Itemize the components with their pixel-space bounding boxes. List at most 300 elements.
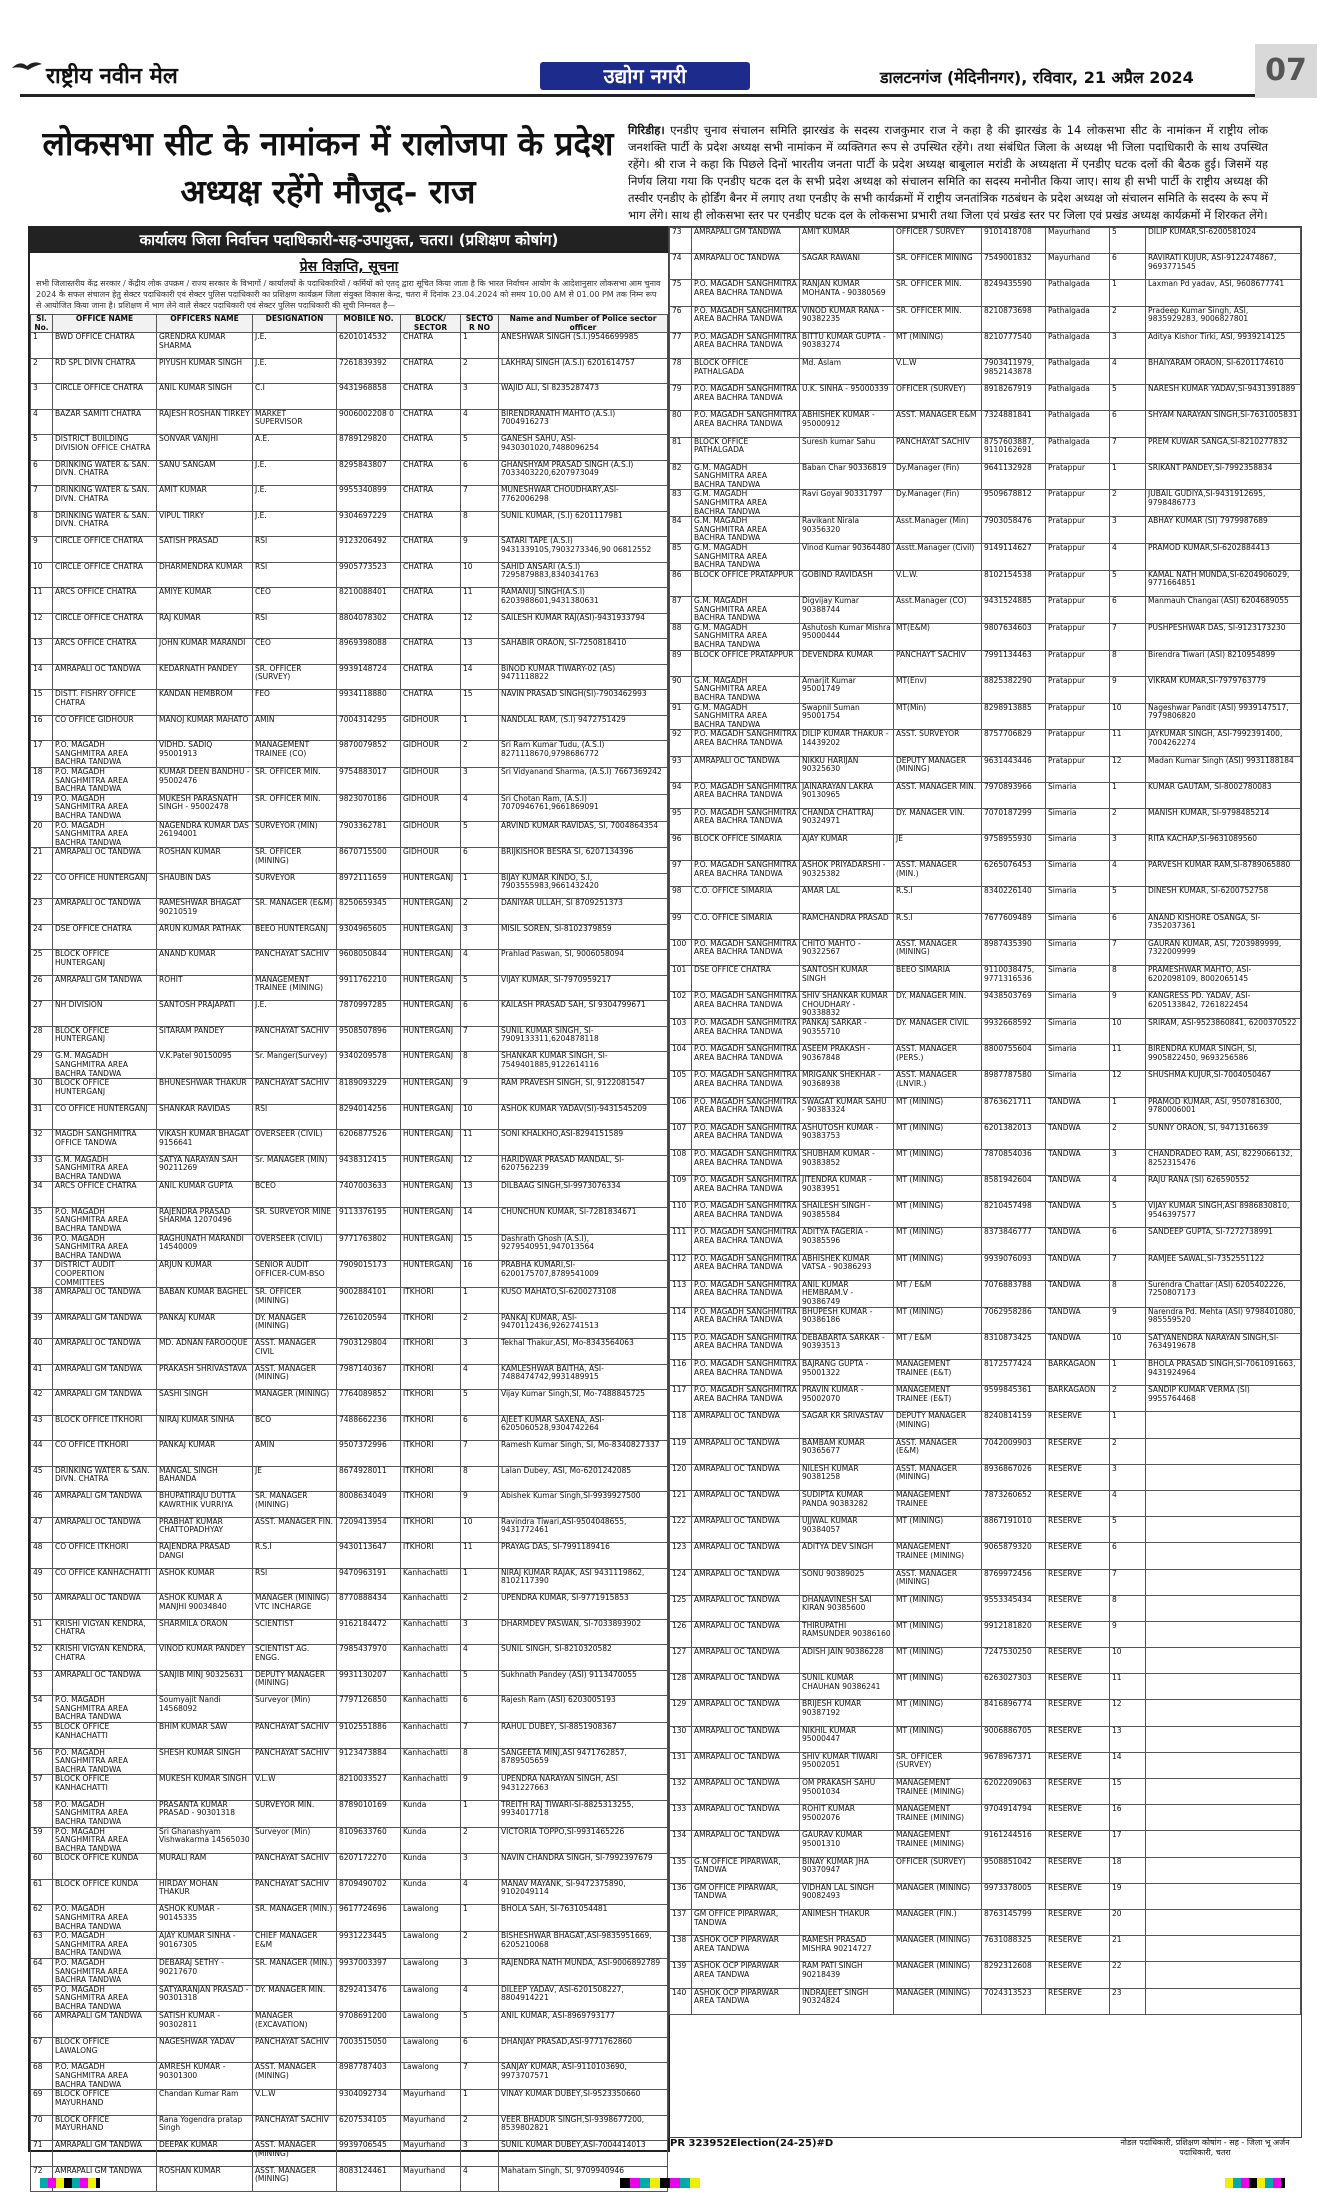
- cell-office-name: ARCS OFFICE CHATRA: [53, 588, 157, 614]
- cell-office-name: G.M. MAGADH SANGHMITRA AREA BACHRA TANDWA: [53, 1052, 157, 1079]
- column-header-block-sector: BLOCK/ SECTOR: [401, 315, 461, 333]
- cell-office-name: CO OFFICE GIDHOUR: [53, 715, 157, 741]
- table-row: [31, 1466, 668, 1492]
- cell-office-name: AMRAPALI OC TANDWA: [53, 1517, 157, 1543]
- cell-sl-no: 42: [31, 1390, 53, 1416]
- cell-sl-no: 100: [670, 939, 692, 965]
- cell-sector-no: 13: [461, 1182, 499, 1208]
- cell-police-officer: CHUNCHUN KUMAR, SI-7281834671: [499, 1207, 668, 1234]
- cell-designation: MT / E&M: [894, 1280, 982, 1307]
- cell-mobile-no: 7261020594: [337, 1313, 401, 1339]
- cell-police-officer: VIJAY KUMAR, SI-7970959217: [499, 975, 668, 1001]
- cell-officer-name: ABHISHEK KUMAR VATSA - 90386293: [800, 1254, 894, 1280]
- cell-officer-name: ANAND KUMAR: [157, 950, 253, 976]
- cell-designation: BCEO: [253, 1182, 337, 1208]
- cell-mobile-no: 6206877526: [337, 1130, 401, 1156]
- table-row: [31, 1670, 668, 1696]
- cell-block-sector: Pathalgada: [1046, 332, 1110, 358]
- cell-office-name: KRISHI VIGYAN KENDRA, CHATRA: [53, 1619, 157, 1645]
- table-row: [31, 1543, 668, 1569]
- cell-police-officer: BHOLA PRASAD SINGH,SI-7061091663, 9431924964: [1146, 1360, 1301, 1386]
- cell-officer-name: MUKESH KUMAR SINGH: [157, 1775, 253, 1801]
- cell-police-officer: [1146, 1936, 1301, 1962]
- cell-officer-name: OM PRAKASH SAHU 95001034: [800, 1779, 894, 1805]
- cell-mobile-no: 9939076093: [982, 1254, 1046, 1280]
- cell-sl-no: 102: [670, 992, 692, 1019]
- cell-sector-no: 2: [1110, 1123, 1146, 1149]
- cell-block-sector: Simaria: [1046, 1018, 1110, 1044]
- cell-officer-name: SATISH PRASAD: [157, 537, 253, 563]
- cell-block-sector: CHATRA: [401, 460, 461, 486]
- cell-block-sector: Simaria: [1046, 861, 1110, 887]
- cell-sector-no: 6: [1110, 254, 1146, 280]
- cell-block-sector: RESERVE: [1046, 1726, 1110, 1752]
- table-row: [670, 1831, 1301, 1857]
- cell-mobile-no: 8240814159: [982, 1412, 1046, 1438]
- cell-sl-no: 120: [670, 1464, 692, 1490]
- cell-sector-no: 3: [1110, 332, 1146, 358]
- cell-police-officer: BIRENDRANATH MAHTO (A.S.I) 7004916273: [499, 409, 668, 435]
- cell-mobile-no: 8340226140: [982, 887, 1046, 913]
- cell-block-sector: RESERVE: [1046, 1517, 1110, 1543]
- table-row: [670, 1097, 1301, 1123]
- cell-designation: MT (MINING): [894, 332, 982, 358]
- cell-sector-no: 3: [461, 1958, 499, 1985]
- officer-table-left: [30, 314, 668, 2192]
- cell-mobile-no: 7247530250: [982, 1648, 1046, 1674]
- cell-sl-no: 5: [31, 435, 53, 461]
- table-row: [670, 1988, 1301, 2014]
- cell-sector-no: 8: [1110, 966, 1146, 992]
- cell-mobile-no: 8867191010: [982, 1517, 1046, 1543]
- cell-block-sector: HUNTERGANJ: [401, 1026, 461, 1052]
- cell-sl-no: 54: [31, 1696, 53, 1723]
- cell-police-officer: [1146, 1543, 1301, 1569]
- cell-sector-no: 7: [1110, 623, 1146, 650]
- cell-designation: SR. OFFICER (MINING): [253, 848, 337, 874]
- cell-officer-name: RAJENDRA PRASAD SHARMA 12070496: [157, 1207, 253, 1234]
- cell-officer-name: SHAILESH SINGH - 90385584: [800, 1202, 894, 1228]
- cell-police-officer: TREITH RAJ TIWARI-SI-8825313255, 9934017718: [499, 1800, 668, 1827]
- cell-sl-no: 88: [670, 623, 692, 650]
- cell-sl-no: 110: [670, 1202, 692, 1228]
- cell-block-sector: Lawalong: [401, 2037, 461, 2063]
- cell-office-name: P.O. MAGADH SANGHMITRA AREA BACHRA TANDWA: [692, 1254, 800, 1280]
- cell-mobile-no: 9631443446: [982, 756, 1046, 782]
- cell-designation: MT (MINING): [894, 1595, 982, 1621]
- cell-sl-no: 82: [670, 463, 692, 490]
- table-row: [670, 1805, 1301, 1831]
- cell-office-name: CO OFFICE HUNTERGANJ: [53, 873, 157, 899]
- cell-office-name: BLOCK OFFICE LAWALONG: [53, 2037, 157, 2063]
- cell-mobile-no: 6201382013: [982, 1123, 1046, 1149]
- cell-police-officer: Ramesh Kumar Singh, SI, Mo-8340827337: [499, 1441, 668, 1467]
- cell-block-sector: Kanhachatti: [401, 1748, 461, 1775]
- cell-designation: RSI: [253, 613, 337, 639]
- table-row: [670, 1360, 1301, 1386]
- cell-sector-no: 7: [1110, 939, 1146, 965]
- cell-police-officer: Prahlad Paswan, SI, 9006058094: [499, 950, 668, 976]
- cell-designation: A.E.: [253, 435, 337, 461]
- cell-block-sector: Simaria: [1046, 887, 1110, 913]
- cell-designation: RSI: [253, 1104, 337, 1130]
- cell-officer-name: ANIMESH THAKUR: [800, 1909, 894, 1935]
- cell-police-officer: SRIRAM, ASI-9523860841, 6200370522: [1146, 1018, 1301, 1044]
- cell-sector-no: 11: [1110, 730, 1146, 756]
- cell-designation: V.L.W: [253, 2090, 337, 2116]
- cell-mobile-no: 8210777540: [982, 332, 1046, 358]
- cell-office-name: BLOCK OFFICE MAYURHAND: [53, 2090, 157, 2116]
- cell-mobile-no: 8210457498: [982, 1202, 1046, 1228]
- table-row: [31, 690, 668, 716]
- table-row: [670, 1569, 1301, 1595]
- cell-mobile-no: 8804078302: [337, 613, 401, 639]
- cell-sl-no: 47: [31, 1517, 53, 1543]
- cell-designation: PANCHAYAT SACHIV: [894, 437, 982, 463]
- cell-police-officer: KUSO MAHATO,SI-6200273108: [499, 1288, 668, 1314]
- cell-mobile-no: 7970893966: [982, 782, 1046, 808]
- cell-block-sector: CHATRA: [401, 639, 461, 665]
- cell-sl-no: 93: [670, 756, 692, 782]
- table-row: [670, 1176, 1301, 1202]
- table-row: [31, 715, 668, 741]
- cell-mobile-no: 9939706545: [337, 2141, 401, 2167]
- cell-office-name: P.O. MAGADH SANGHMITRA AREA BACHRA TANDWA: [692, 280, 800, 306]
- cell-officer-name: Rana Yogendra pratap Singh: [157, 2115, 253, 2141]
- cell-designation: J.E.: [253, 333, 337, 359]
- cell-sector-no: 7: [461, 1026, 499, 1052]
- cell-designation: SENIOR AUDIT OFFICER-CUM-BSO: [253, 1261, 337, 1288]
- cell-officer-name: Baban Char 90336819: [800, 463, 894, 490]
- cell-office-name: P.O. MAGADH SANGHMITRA AREA BACHRA TANDWA: [692, 808, 800, 834]
- cell-block-sector: CHATRA: [401, 486, 461, 512]
- cell-police-officer: SAHABIR ORAON, SI-7250818410: [499, 639, 668, 665]
- cell-designation: MT (MINING): [894, 1149, 982, 1175]
- table-row: [31, 1364, 668, 1390]
- cell-sl-no: 31: [31, 1104, 53, 1130]
- color-bar: [40, 2178, 100, 2188]
- cell-officer-name: ANIL KUMAR SINGH: [157, 384, 253, 410]
- cell-sl-no: 12: [31, 613, 53, 639]
- cell-sl-no: 57: [31, 1775, 53, 1801]
- table-row: [31, 1026, 668, 1052]
- cell-block-sector: ITKHORI: [401, 1543, 461, 1569]
- table-row: [31, 1390, 668, 1416]
- cell-police-officer: JAYKUMAR SINGH, ASI-7992391400, 7004262274: [1146, 730, 1301, 756]
- cell-sl-no: 30: [31, 1079, 53, 1105]
- cell-designation: R.S.I: [894, 887, 982, 913]
- cell-sl-no: 125: [670, 1595, 692, 1621]
- cell-block-sector: GIDHOUR: [401, 794, 461, 821]
- cell-officer-name: GAURAV KUMAR 95001310: [800, 1831, 894, 1857]
- cell-police-officer: KAMAL NATH MUNDA,SI-6204906029, 9771664851: [1146, 570, 1301, 596]
- cell-office-name: NH DIVISION: [53, 1001, 157, 1027]
- cell-office-name: RD SPL DIVN CHATRA: [53, 358, 157, 384]
- cell-mobile-no: 7004314295: [337, 715, 401, 741]
- story-dateline: गिरिडीह।: [628, 123, 665, 137]
- cell-officer-name: PANKAJ SARKAR - 90355710: [800, 1018, 894, 1044]
- cell-police-officer: KUMAR GAUTAM, SI-8002780083: [1146, 782, 1301, 808]
- cell-mobile-no: 9431968858: [337, 384, 401, 410]
- cell-sector-no: 1: [1110, 782, 1146, 808]
- cell-officer-name: SHIV KUMAR TIWARI 95002051: [800, 1752, 894, 1778]
- cell-sl-no: 33: [31, 1155, 53, 1182]
- cell-mobile-no: 8172577424: [982, 1360, 1046, 1386]
- cell-office-name: AMRAPALI OC TANDWA: [692, 1543, 800, 1569]
- cell-office-name: DISTRICT BUILDING DIVISION OFFICE CHATRA: [53, 435, 157, 461]
- cell-block-sector: RESERVE: [1046, 1936, 1110, 1962]
- cell-sector-no: 1: [461, 1905, 499, 1932]
- cell-office-name: DISTRICT AUDIT COOPERTION COMMITTEES: [53, 1261, 157, 1288]
- cell-office-name: AMRAPALI GM TANDWA: [53, 1364, 157, 1390]
- cell-sl-no: 107: [670, 1123, 692, 1149]
- cell-block-sector: HUNTERGANJ: [401, 899, 461, 925]
- cell-office-name: AMRAPALI OC TANDWA: [692, 1490, 800, 1516]
- cell-sl-no: 11: [31, 588, 53, 614]
- cell-police-officer: Madan Kumar Singh (ASI) 9931188184: [1146, 756, 1301, 782]
- cell-mobile-no: 9161244516: [982, 1831, 1046, 1857]
- cell-block-sector: Mayurhand: [401, 2166, 461, 2192]
- cell-office-name: AMRAPALI OC TANDWA: [692, 1412, 800, 1438]
- cell-office-name: AMRAPALI OC TANDWA: [692, 1805, 800, 1831]
- cell-block-sector: TANDWA: [1046, 1254, 1110, 1280]
- cell-designation: SR. MANAGER (E&M): [253, 899, 337, 925]
- cell-designation: MARKET SUPERVISOR: [253, 409, 337, 435]
- cell-sl-no: 46: [31, 1492, 53, 1518]
- cell-sl-no: 69: [31, 2090, 53, 2116]
- cell-mobile-no: 9641132928: [982, 463, 1046, 490]
- cell-mobile-no: 8249435590: [982, 280, 1046, 306]
- table-row: [31, 767, 668, 794]
- cell-designation: ASST. MANAGER MIN.: [894, 782, 982, 808]
- cell-police-officer: SATYANENDRA NARAYAN SINGH,SI-7634919678: [1146, 1333, 1301, 1359]
- cell-office-name: CIRCLE OFFICE CHATRA: [53, 384, 157, 410]
- cell-sector-no: 11: [1110, 1674, 1146, 1700]
- cell-designation: DY. MANAGER (MINING): [253, 1313, 337, 1339]
- cell-sl-no: 98: [670, 887, 692, 913]
- cell-block-sector: Kunda: [401, 1800, 461, 1827]
- cell-designation: MT(Min): [894, 703, 982, 730]
- cell-designation: MANAGER (MINING): [253, 1390, 337, 1416]
- cell-officer-name: SAGAR RAWANI: [800, 254, 894, 280]
- cell-police-officer: Birendra Tiwari (ASI) 8210954899: [1146, 650, 1301, 676]
- cell-block-sector: TANDWA: [1046, 1123, 1110, 1149]
- cell-mobile-no: 8295843807: [337, 460, 401, 486]
- cell-block-sector: Pratappur: [1046, 623, 1110, 650]
- cell-block-sector: GIDHOUR: [401, 715, 461, 741]
- cell-mobile-no: 7209413954: [337, 1517, 401, 1543]
- table-row: [670, 570, 1301, 596]
- cell-mobile-no: 9939148724: [337, 664, 401, 690]
- cell-office-name: P.O. MAGADH SANGHMITRA AREA BACHRA TANDWA: [692, 992, 800, 1019]
- cell-officer-name: SASHI SINGH: [157, 1390, 253, 1416]
- cell-police-officer: SATARI TAPE (A.S.I) 943133910S,7903273346,90 06812552: [499, 537, 668, 563]
- cell-sector-no: 5: [461, 1390, 499, 1416]
- cell-mobile-no: 8825382290: [982, 676, 1046, 703]
- cell-sl-no: 122: [670, 1517, 692, 1543]
- cell-mobile-no: 7062958286: [982, 1307, 1046, 1333]
- cell-mobile-no: 9110038475, 9771316536: [982, 966, 1046, 992]
- cell-sl-no: 23: [31, 899, 53, 925]
- cell-sector-no: 1: [1110, 1360, 1146, 1386]
- table-row: [31, 1052, 668, 1079]
- cell-designation: R.S.I: [894, 913, 982, 939]
- cell-police-officer: VIJAY KUMAR SINGH,ASI 8986830810, 9546397577: [1146, 1202, 1301, 1228]
- cell-officer-name: BINAY KUMAR JHA 90370947: [800, 1857, 894, 1883]
- cell-designation: MANAGEMENT TRAINEE: [894, 1490, 982, 1516]
- cell-officer-name: NIKKU HARIJAN 90325630: [800, 756, 894, 782]
- cell-sl-no: 21: [31, 848, 53, 874]
- cell-mobile-no: 8373846777: [982, 1228, 1046, 1254]
- cell-mobile-no: 8987435390: [982, 939, 1046, 965]
- cell-designation: Surveyor (Min): [253, 1827, 337, 1854]
- cell-sector-no: 11: [461, 1543, 499, 1569]
- cell-block-sector: CHATRA: [401, 664, 461, 690]
- cell-police-officer: PRAMOD KUMAR,SI-6202884413: [1146, 544, 1301, 571]
- cell-office-name: AMRAPALI OC TANDWA: [53, 1670, 157, 1696]
- table-row: [31, 1932, 668, 1959]
- table-row: [31, 2090, 668, 2116]
- table-row: [31, 821, 668, 848]
- table-row: [670, 597, 1301, 624]
- cell-sector-no: 2: [461, 1932, 499, 1959]
- cell-sl-no: 43: [31, 1415, 53, 1441]
- cell-police-officer: SHUSHMA KUJUR,SI-7004050467: [1146, 1071, 1301, 1097]
- cell-officer-name: ASHOK KUMAR - 90145335: [157, 1905, 253, 1932]
- table-row: [670, 1883, 1301, 1909]
- cell-block-sector: RESERVE: [1046, 1595, 1110, 1621]
- cell-officer-name: ASHOK KUMAR: [157, 1568, 253, 1594]
- cell-block-sector: HUNTERGANJ: [401, 1130, 461, 1156]
- cell-block-sector: Pathalgada: [1046, 385, 1110, 411]
- cell-officer-name: VIKASH KUMAR BHAGAT 9156641: [157, 1130, 253, 1156]
- cell-block-sector: ITKHORI: [401, 1466, 461, 1492]
- cell-mobile-no: 9304697229: [337, 511, 401, 537]
- table-row: [670, 939, 1301, 965]
- cell-mobile-no: 8972111659: [337, 873, 401, 899]
- cell-block-sector: Pratappur: [1046, 570, 1110, 596]
- cell-office-name: P.O. MAGADH SANGHMITRA AREA BACHRA TANDWA: [692, 1045, 800, 1071]
- cell-designation: V.L.W: [253, 1775, 337, 1801]
- cell-office-name: CO OFFICE KANHACHATTI: [53, 1568, 157, 1594]
- cell-office-name: ASHOK OCP PIPARWAR AREA TANDWA: [692, 1936, 800, 1962]
- cell-office-name: AMRAPALI OC TANDWA: [692, 1674, 800, 1700]
- cell-sl-no: 16: [31, 715, 53, 741]
- cell-mobile-no: 9912181820: [982, 1621, 1046, 1647]
- cell-sector-no: 2: [1110, 808, 1146, 834]
- cell-office-name: AMRAPALI OC TANDWA: [692, 1779, 800, 1805]
- cell-police-officer: NIRAJ KUMAR RAJAK, ASI 9431119862, 8102117390: [499, 1568, 668, 1594]
- table-row: [670, 1386, 1301, 1412]
- cell-sl-no: 9: [31, 537, 53, 563]
- cell-designation: MT (MINING): [894, 1674, 982, 1700]
- table-row: [31, 1958, 668, 1985]
- cell-police-officer: PREM KUWAR SANGA,SI-8210277832: [1146, 437, 1301, 463]
- cell-police-officer: RAMANUJ SINGH(A.S.I) 6203988601,9431380631: [499, 588, 668, 614]
- cell-sector-no: 15: [461, 690, 499, 716]
- cell-block-sector: Kanhachatti: [401, 1696, 461, 1723]
- table-row: [670, 358, 1301, 384]
- cell-office-name: G.M. MAGADH SANGHMITRA AREA BACHRA TANDWA: [692, 517, 800, 544]
- cell-designation: ASST. MANAGER (PERS.): [894, 1045, 982, 1071]
- cell-police-officer: SUNNY ORAON, SI, 9471316639: [1146, 1123, 1301, 1149]
- cell-officer-name: SONU 90389025: [800, 1569, 894, 1595]
- cell-police-officer: Sri Vidyanand Sharma, (A.S.I) 7667369242: [499, 767, 668, 794]
- cell-office-name: BLOCK OFFICE HUNTERGANJ: [53, 950, 157, 976]
- cell-officer-name: CHANDA CHATTRAJ 90324971: [800, 808, 894, 834]
- cell-block-sector: BARKAGAON: [1046, 1386, 1110, 1412]
- cell-mobile-no: 8757603887, 9110162691: [982, 437, 1046, 463]
- cell-designation: DY. MANAGER MIN.: [894, 992, 982, 1019]
- cell-police-officer: Tekhal Thakur,ASI, Mo-8343564063: [499, 1339, 668, 1365]
- cell-officer-name: Chandan Kumar Ram: [157, 2090, 253, 2116]
- cell-officer-name: DEEPAK KUMAR: [157, 2141, 253, 2167]
- cell-sector-no: 6: [461, 2037, 499, 2063]
- cell-mobile-no: 9973378005: [982, 1883, 1046, 1909]
- cell-officer-name: NIRAJ KUMAR SINHA: [157, 1415, 253, 1441]
- cell-police-officer: SHANKAR KUMAR SINGH, SI-7549401885,9122614116: [499, 1052, 668, 1079]
- cell-police-officer: ASHOK KUMAR YADAV(SI)-9431545209: [499, 1104, 668, 1130]
- cell-officer-name: RAMESH PRASAD MISHRA 90214727: [800, 1936, 894, 1962]
- cell-sector-no: 4: [461, 409, 499, 435]
- cell-officer-name: BABAN KUMAR BAGHEL: [157, 1288, 253, 1314]
- cell-police-officer: ANESHWAR SINGH (S.I.)9546699985: [499, 333, 668, 359]
- cell-designation: MANAGEMENT TRAINEE (MINING): [894, 1779, 982, 1805]
- cell-designation: SR. OFFICER MIN.: [253, 767, 337, 794]
- cell-designation: MT (MINING): [894, 1648, 982, 1674]
- color-bar: [1225, 2178, 1285, 2188]
- cell-sl-no: 15: [31, 690, 53, 716]
- cell-mobile-no: 8763621711: [982, 1097, 1046, 1123]
- cell-officer-name: THIRUPATHI RAMSUNDER 90386160: [800, 1621, 894, 1647]
- cell-block-sector: Simaria: [1046, 835, 1110, 861]
- cell-mobile-no: 7549001832: [982, 254, 1046, 280]
- cell-officer-name: ANIL KUMAR GUPTA: [157, 1182, 253, 1208]
- cell-officer-name: KANDAN HEMBROM: [157, 690, 253, 716]
- cell-police-officer: [1146, 1700, 1301, 1726]
- table-row: [31, 1748, 668, 1775]
- cell-block-sector: Pratappur: [1046, 650, 1110, 676]
- cell-officer-name: RAM PATI SINGH 90218439: [800, 1962, 894, 1988]
- cell-office-name: AMRAPALI GM TANDWA: [53, 1390, 157, 1416]
- cell-block-sector: Kanhachatti: [401, 1645, 461, 1671]
- cell-office-name: ARCS OFFICE CHATRA: [53, 639, 157, 665]
- cell-designation: SR. OFFICER (SURVEY): [253, 664, 337, 690]
- cell-police-officer: LAKHRAJ SINGH (A.S.I) 6201614757: [499, 358, 668, 384]
- table-row: [31, 794, 668, 821]
- cell-officer-name: SHANKAR RAVIDAS: [157, 1104, 253, 1130]
- cell-block-sector: RESERVE: [1046, 1569, 1110, 1595]
- cell-office-name: BAZAR SAMITI CHATRA: [53, 409, 157, 435]
- cell-officer-name: PIYUSH KUMAR SINGH: [157, 358, 253, 384]
- cell-sl-no: 136: [670, 1883, 692, 1909]
- cell-mobile-no: 9438312415: [337, 1155, 401, 1182]
- cell-sl-no: 29: [31, 1052, 53, 1079]
- cell-block-sector: CHATRA: [401, 613, 461, 639]
- table-row: [31, 1800, 668, 1827]
- cell-sl-no: 67: [31, 2037, 53, 2063]
- cell-officer-name: U.K. SINHA - 95000339: [800, 385, 894, 411]
- cell-designation: SR. MANAGER (MIN.): [253, 1958, 337, 1985]
- cell-sl-no: 113: [670, 1280, 692, 1307]
- cell-officer-name: KUMAR DEEN BANDHU - 95002476: [157, 767, 253, 794]
- cell-office-name: DISTT. FISHRY OFFICE CHATRA: [53, 690, 157, 716]
- cell-police-officer: DILBAAG SINGH,SI-9973076334: [499, 1182, 668, 1208]
- cell-designation: MANAGER (MINING): [894, 1988, 982, 2014]
- cell-block-sector: CHATRA: [401, 358, 461, 384]
- cell-police-officer: Laxman Pd yadav, ASI, 9608677741: [1146, 280, 1301, 306]
- cell-designation: J.E.: [253, 358, 337, 384]
